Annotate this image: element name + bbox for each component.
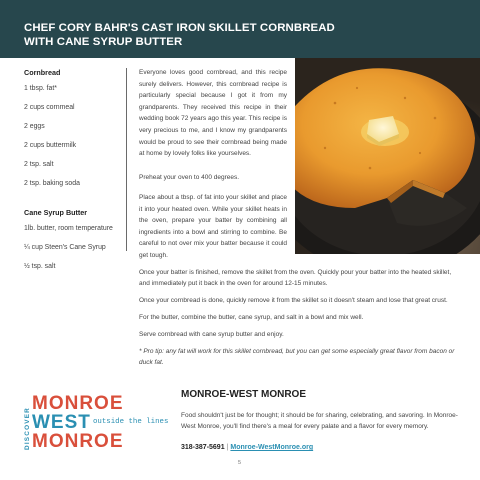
discover-vertical-text [22,394,32,450]
logo-word-west: WEST [32,412,91,433]
cornbread-skillet-image [295,58,480,254]
step4-paragraph: For the butter, combine the butter, cane syrup, and salt in a bowl and mix well. [139,314,364,321]
pro-tip-paragraph: * Pro tip: any fat will work for this skillet cornbread, but you can get some especially great flavor from bacon or duck fat. [139,348,455,367]
step2-paragraph: Once your batter is finished, remove the skillet from the oven. Quickly pour your batter into the heated skillet, and immediately put it back in the oven for around 12-15 minutes. [139,269,452,288]
ingredient-item: ½ tsp. salt [24,263,56,270]
website-link[interactable]: Monroe-WestMonroe.org [230,444,314,451]
column-divider [126,68,127,251]
cornbread-heading: Cornbread [24,68,61,77]
step3-paragraph: Once your cornbread is done, quickly remove it from the skillet so it doesn't steam and lose that great crust. [139,297,448,304]
page-number: 5 [238,460,242,466]
cane-syrup-butter-heading: Cane Syrup Butter [24,208,88,217]
contact-separator: | [226,444,229,451]
logo-word-monroe-top: MONROE [32,393,124,414]
logo-word-monroe-bottom: MONROE [32,431,124,452]
step1-paragraph: Place about a tbsp. of fat into your skillet and place it into your heated oven. While your skillet heats in the oven, prepare your batter by combining all ingredients into a bowl and stirring to combine. Be careful to not over mix your batter because it could get tough. [139,194,287,259]
phone-number[interactable]: 318-387-5691 [181,444,225,451]
ingredient-item: 2 tsp. baking soda [24,180,80,187]
cornbread-photo [295,58,480,254]
ingredient-item: 1lb. butter, room temperature [24,225,113,232]
contact-line [181,444,313,451]
recipe-title-line1: CHEF CORY BAHR'S CAST IRON SKILLET CORNBREAD [24,22,335,34]
ingredients-column [24,68,129,281]
preheat-paragraph: Preheat your oven to 400 degrees. [139,174,240,181]
ingredient-item: 1 tbsp. fat* [24,85,57,92]
step5-paragraph: Serve cornbread with cane syrup butter and enjoy. [139,331,284,338]
discover-monroe-logo [22,394,172,458]
ingredient-item: ¼ cup Steen's Cane Syrup [24,244,106,251]
intro-paragraph: Everyone loves good cornbread, and this recipe surely delivers. However, this cornbread recipe is particularly special because I got it from my grandparents. They received this recipe in their wedding book 72 years ago this year. This recipe is very precious to me, and I know my grandparents would be proud to see their cornbread being made at home by lovely folks like yourselves. [139,69,287,158]
recipe-title [24,22,464,49]
logo-tagline: outside the lines [93,418,169,426]
about-body: Food shouldn't just be for thought; it should be for sharing, celebrating, and savoring. In Monroe-West Monroe, you'll find there's a meal for every palate and a flavor for every memory. [181,412,458,430]
recipe-title-line2: WITH CANE SYRUP BUTTER [24,35,183,48]
ingredient-item: 2 cups buttermilk [24,142,77,149]
header-bar [0,0,480,58]
ingredient-item: 2 cups cornmeal [24,104,75,111]
ingredient-item: 2 tsp. salt [24,161,54,168]
discover-text: DISCOVER [24,407,31,450]
about-title: MONROE-WEST MONROE [181,389,306,400]
ingredient-item: 2 eggs [24,123,45,130]
